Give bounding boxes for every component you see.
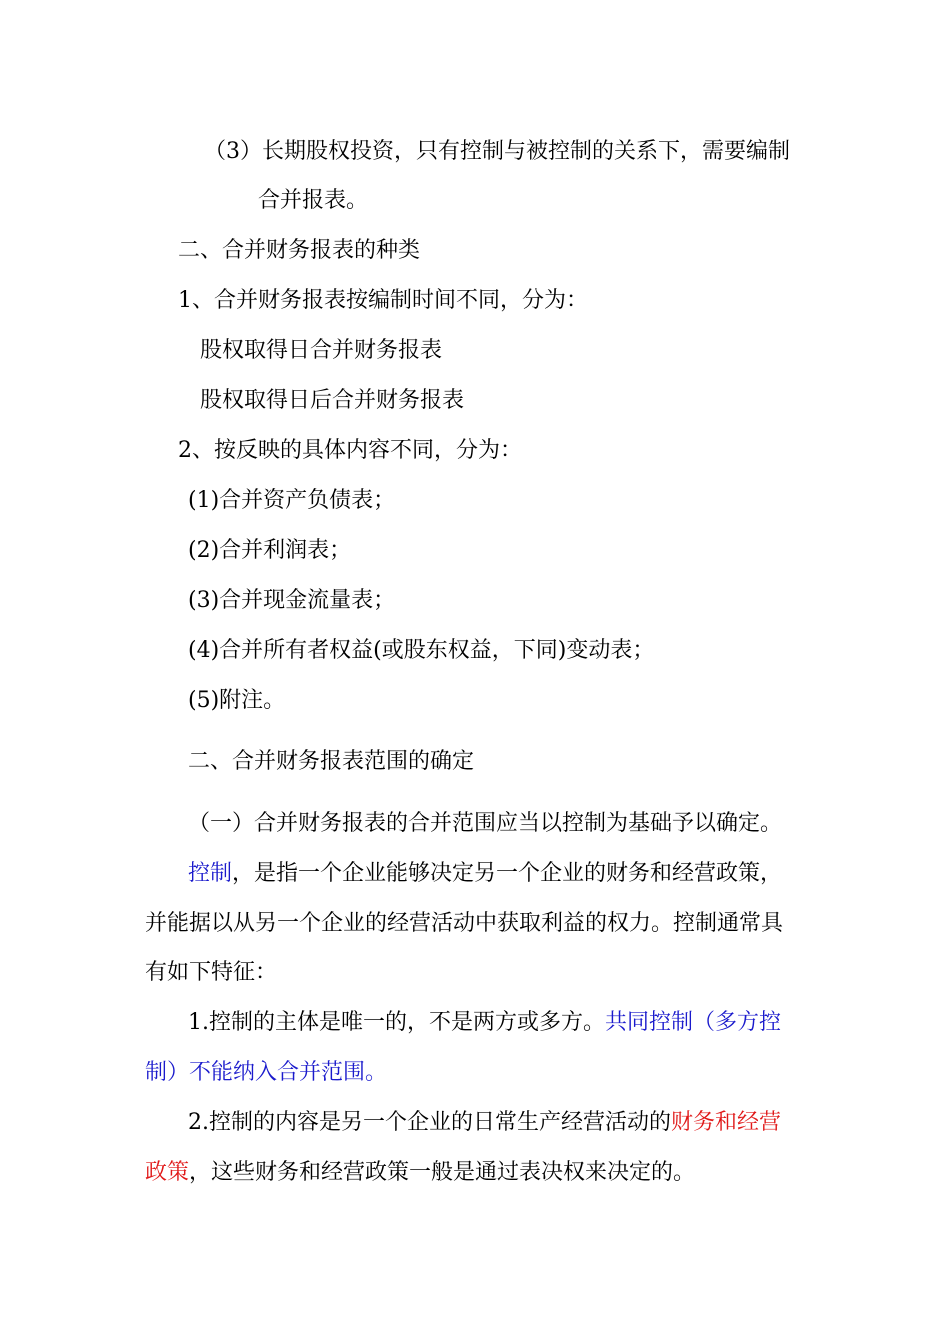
type2-item: (3)合并现金流量表； [188,588,396,613]
feature1-emphasis-b: 制）不能纳入合并范围。 [145,1060,388,1085]
type1-intro: 1、合并财务报表按编制时间不同，分为： [178,288,588,313]
control-def-line1 [188,859,782,889]
type2-item: (2)合并利润表； [188,538,352,563]
feature2-text: 2.控制的内容是另一个企业的日常生产经营活动的 [188,1110,671,1135]
heading-scope: 二、合并财务报表范围的确定 [188,749,475,774]
type1-item-b: 股权取得日后合并财务报表 [200,388,465,413]
feature2-emphasis-b: 政策 [145,1160,190,1185]
control-term: 控制 [188,861,233,886]
item3-line2: 合并报表。 [258,188,369,213]
control-def-rest: ，是指一个企业能够决定另一个企业的财务和经营政策， [232,861,783,886]
control-def-line3: 有如下特征： [145,960,278,985]
type2-intro: 2、按反映的具体内容不同，分为： [178,438,522,463]
feature2-emphasis-a: 财务和经营 [671,1110,782,1135]
feature2-line2 [145,1158,695,1188]
scope-basis: （一）合并财务报表的合并范围应当以控制为基础予以确定。 [188,811,783,836]
feature1-emphasis-a: 共同控制（多方控 [605,1010,782,1035]
heading-report-types: 二、合并财务报表的种类 [178,238,421,263]
item3-line1: （3）长期股权投资，只有控制与被控制的关系下，需要编制 [204,139,790,164]
feature2-end: ，这些财务和经营政策一般是通过表决权来决定的。 [189,1160,696,1185]
control-def-line2: 并能据以从另一个企业的经营活动中获取利益的权力。控制通常具 [145,911,784,936]
type2-item: (4)合并所有者权益(或股东权益，下同)变动表； [188,638,655,663]
feature1-text: 1.控制的主体是唯一的，不是两方或多方。 [188,1010,605,1035]
feature2-line1 [188,1108,781,1138]
feature1-line1 [188,1008,781,1038]
type1-item-a: 股权取得日合并财务报表 [200,338,443,363]
type2-item: (1)合并资产负债表； [188,488,396,513]
type2-item: (5)附注。 [188,688,286,713]
